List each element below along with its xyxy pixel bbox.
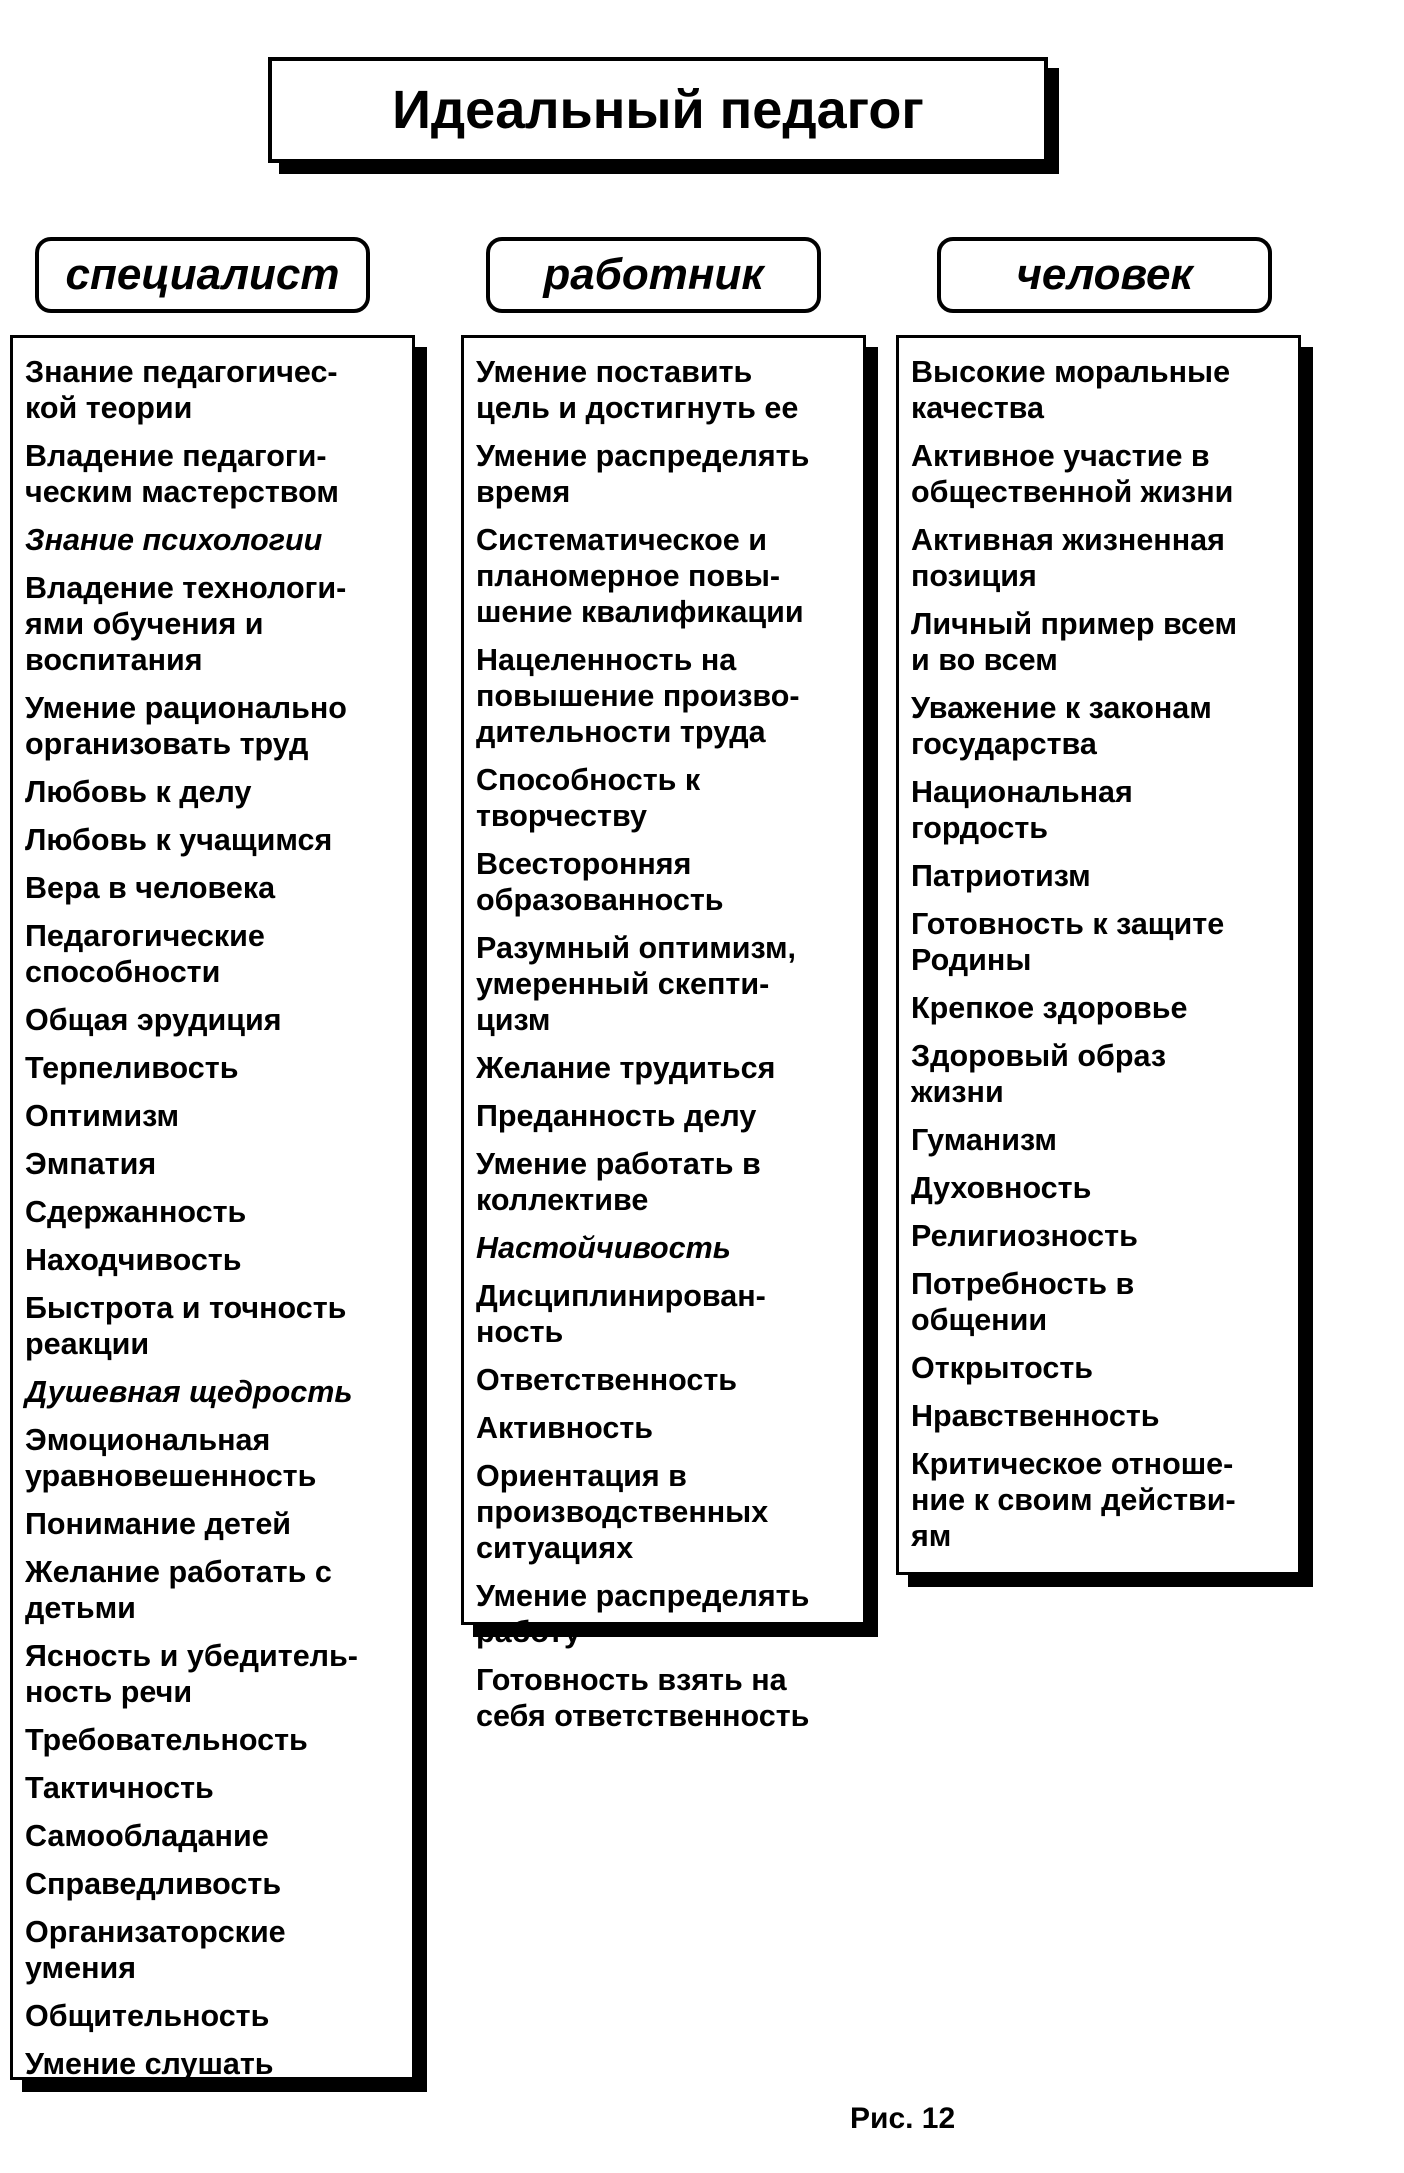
quality-item: Национальная гордость <box>911 775 1133 845</box>
specialist-qualities-list <box>25 354 402 2082</box>
quality-item: Знание психологии <box>25 523 323 557</box>
header-worker: работник <box>486 237 821 313</box>
quality-item: Сдержанность <box>25 1195 247 1229</box>
quality-item: Здоровый образ жизни <box>911 1039 1166 1109</box>
quality-item: Активность <box>476 1411 654 1445</box>
quality-item: Оптимизм <box>25 1099 180 1133</box>
quality-item: Эмпатия <box>25 1147 157 1181</box>
quality-item: Владение технологи- ями обучения и воспитания <box>25 571 347 677</box>
quality-item: Самообладание <box>25 1819 269 1853</box>
quality-item: Патриотизм <box>911 859 1091 893</box>
header-person: человек <box>937 237 1272 313</box>
worker-qualities-list <box>476 354 853 1734</box>
quality-item: Справедливость <box>25 1867 282 1901</box>
quality-item: Умение работать в коллективе <box>476 1147 761 1217</box>
quality-item: Дисциплинирован- ность <box>476 1279 766 1349</box>
quality-item: Желание трудиться <box>476 1051 776 1085</box>
quality-item: Общая эрудиция <box>25 1003 282 1037</box>
quality-item: Умение рационально организовать труд <box>25 691 347 761</box>
quality-item: Умение слушать <box>25 2047 274 2081</box>
column-worker <box>461 335 866 1733</box>
quality-item: Готовность взять на себя ответственность <box>476 1663 810 1733</box>
quality-item: Ясность и убедитель- ность речи <box>25 1639 358 1709</box>
figure-caption: Рис. 12 <box>850 2102 956 2135</box>
quality-item: Преданность делу <box>476 1099 757 1133</box>
quality-item: Организаторские умения <box>25 1915 286 1985</box>
quality-item: Высокие моральные качества <box>911 355 1231 425</box>
diagram-title: Идеальный педагог <box>268 57 1048 163</box>
quality-item: Всесторонняя образованность <box>476 847 724 917</box>
quality-item: Духовность <box>911 1171 1092 1205</box>
person-qualities-list <box>911 354 1288 1554</box>
quality-item: Требовательность <box>25 1723 308 1757</box>
quality-item: Общительность <box>25 1999 270 2033</box>
quality-item: Открытость <box>911 1351 1094 1385</box>
quality-item: Систематическое и планомерное повы- шение квалификации <box>476 523 804 629</box>
quality-item: Нацеленность на повышение произво- дительности труда <box>476 643 800 749</box>
quality-item: Владение педагоги- ческим мастерством <box>25 439 339 509</box>
quality-item: Настойчивость <box>476 1231 731 1265</box>
quality-item: Любовь к учащимся <box>25 823 333 857</box>
quality-item: Душевная щедрость <box>25 1375 353 1409</box>
quality-item: Потребность в общении <box>911 1267 1135 1337</box>
quality-item: Вера в человека <box>25 871 276 905</box>
quality-item: Эмоциональная уравновешенность <box>25 1423 317 1493</box>
quality-item: Активная жизненная позиция <box>911 523 1225 593</box>
header-specialist: специалист <box>35 237 370 313</box>
quality-item: Терпеливость <box>25 1051 239 1085</box>
quality-item: Активное участие в общественной жизни <box>911 439 1234 509</box>
column-person <box>896 335 1301 1575</box>
quality-item: Любовь к делу <box>25 775 252 809</box>
quality-item: Гуманизм <box>911 1123 1057 1157</box>
quality-item: Личный пример всем и во всем <box>911 607 1238 677</box>
quality-item: Ответственность <box>476 1363 738 1397</box>
quality-item: Находчивость <box>25 1243 242 1277</box>
quality-item: Умение распределять время <box>476 439 810 509</box>
quality-item: Тактичность <box>25 1771 214 1805</box>
quality-item: Желание работать с детьми <box>25 1555 332 1625</box>
quality-item: Быстрота и точность реакции <box>25 1291 347 1361</box>
quality-item: Понимание детей <box>25 1507 292 1541</box>
quality-item: Крепкое здоровье <box>911 991 1188 1025</box>
column-specialist <box>10 335 415 2080</box>
quality-item: Умение распределять работу <box>476 1579 810 1649</box>
quality-item: Религиозность <box>911 1219 1138 1253</box>
quality-item: Разумный оптимизм, умеренный скепти- цизм <box>476 931 796 1037</box>
quality-item: Ориентация в производственных ситуациях <box>476 1459 769 1565</box>
quality-item: Педагогические способности <box>25 919 265 989</box>
quality-item: Критическое отноше- ние к своим действи- ям <box>911 1447 1236 1553</box>
quality-item: Нравственность <box>911 1399 1160 1433</box>
quality-item: Умение поставить цель и достигнуть ее <box>476 355 799 425</box>
quality-item: Способность к творчеству <box>476 763 701 833</box>
quality-item: Знание педагогичес- кой теории <box>25 355 338 425</box>
quality-item: Уважение к законам государства <box>911 691 1212 761</box>
quality-item: Готовность к защите Родины <box>911 907 1225 977</box>
